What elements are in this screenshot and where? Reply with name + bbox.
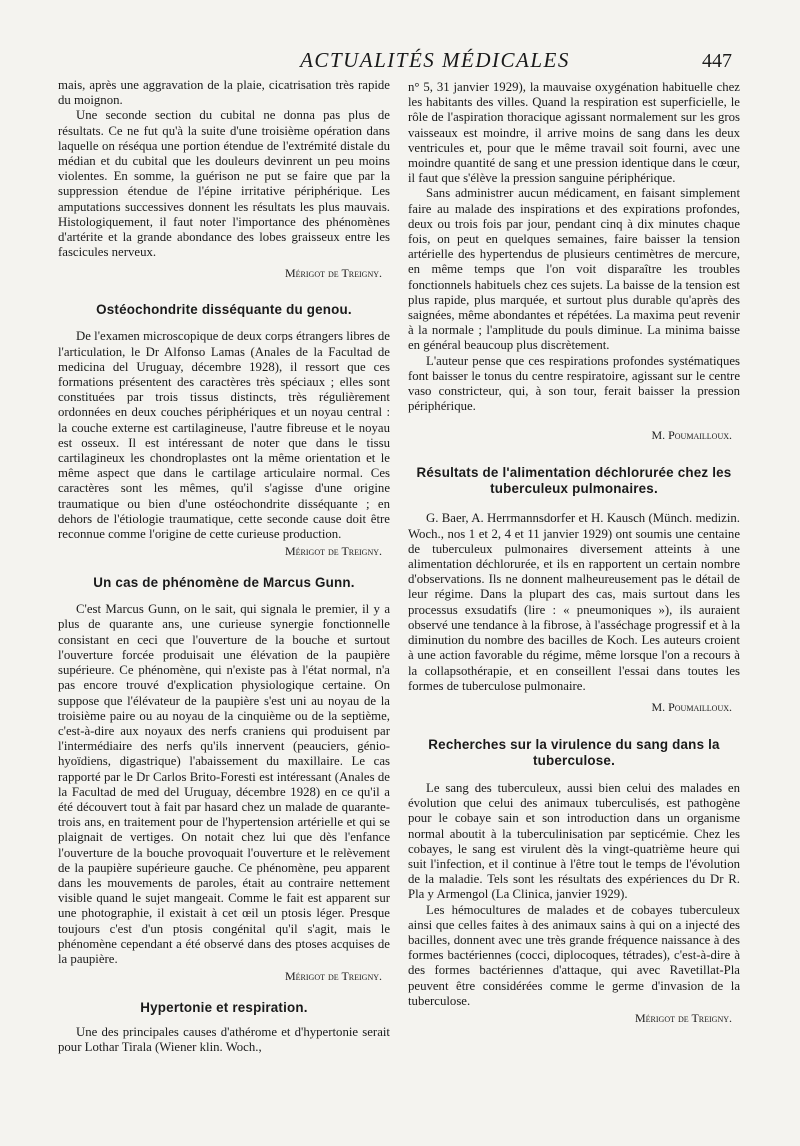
paragraph: n° 5, 31 janvier 1929), la mauvaise oxygénation habituelle chez les habitants des villes. Quand la respiration est superficielle, le rôle de l'aspiration thoracique agissant normalement sur les gros vaisseaux est moindre, il arrive moins de sang dans les deux ventricules et, pour que le même travail soit fourni, avec une moindre quantité de sang et une pression identique dans le cœur, il faut que s'élève la pression sanguine périphérique. xyxy=(408,80,740,186)
author-signature: Mérigot de Treigny. xyxy=(285,544,382,559)
paragraph: L'auteur pense que ces respirations profondes systématiques font baisser le tonus du centre respiratoire, agissant sur le centre vaso constricteur, qui, à son tour, ferait baisser la pression périphérique. xyxy=(408,353,740,414)
page-number: 447 xyxy=(702,50,732,72)
article-heading: Résultats de l'alimentation déchlorurée chez les tuberculeux pulmonaires. xyxy=(416,465,732,497)
right-column xyxy=(408,80,740,1026)
running-title: ACTUALITÉS MÉDICALES xyxy=(300,48,570,72)
left-column xyxy=(58,78,390,1056)
paragraph: De l'examen microscopique de deux corps étrangers libres de l'articulation, le Dr Alfonso Lamas (Anales de la Facultad de medicina del Uruguay, décembre 1928), il ressort que ces formations présentent des caractères très spéciaux ; elles sont constituées par trois tissus distincts, très régulièrement ordonnées en deux couches périphériques et un noyau central : la couche externe est cartilagineuse, l'autre fibreuse et le noyau est osseux. Il est intéressant de noter que dans le tissu cartilagineux les chondroplastes ont la même orientation et le même aspect que dans le cartilage articulaire normal. Ces caractères sont les mêmes, qu'il s'agisse d'une origine traumatique ou bien d'une ostéochondrite disséquante ; en dehors de l'étiologie traumatique, cette seconde cause doit être reconnue comme l'origine de cette curieuse production. xyxy=(58,329,390,542)
paragraph: Une des principales causes d'athérome et d'hypertonie serait pour Lothar Tirala (Wiener klin. Woch., xyxy=(58,1025,390,1055)
article-heading: Hypertonie et respiration. xyxy=(140,1000,308,1016)
paragraph: Le sang des tuberculeux, aussi bien celui des malades en évolution que celui des animaux tuberculisés, est pathogène pour le cobaye sain et son introduction dans un organisme normal aboutit à la tuberculinisation par septicémie. Chez les cobayes, le sang est virulent dès la vingt-quatrième heure qui suit l'infection, et il continue à l'être tout le temps de l'évolution de la maladie. Tels sont les résultats des expériences du Dr R. Pla y Armengol (La Clinica, janvier 1929). xyxy=(408,780,740,902)
author-signature: Mérigot de Treigny. xyxy=(285,969,382,984)
paragraph: Les hémocultures de malades et de cobayes tuberculeux ainsi que celles faites à des animaux sains à qui on a injecté des bacilles, donnent avec une très grande fréquence naissance à des formes bactériennes (cocci, diplocoques, tétrades), c'est-à-dire à des formes bactériennes d'attaque, qui avec Ravetillat-Pla peuvent être considérées comme le germe d'invasion de la tuberculose. xyxy=(408,902,740,1008)
paragraph: mais, après une aggravation de la plaie, cicatrisation très rapide du moignon. xyxy=(58,78,390,108)
author-signature: Mérigot de Treigny. xyxy=(285,266,382,281)
article-heading: Ostéochondrite disséquante du genou. xyxy=(96,302,352,318)
paragraph: C'est Marcus Gunn, on le sait, qui signala le premier, il y a plus de quarante ans, une curieuse synergie fonctionnelle consistant en ceci que l'ouverture de la bouche et surtout l'ouverture forcée produisait une élévation de la paupière supérieure. Ce phénomène, qui n'existe pas à l'état normal, n'a pas encore trouvé d'explication physiologique certaine. On suppose que l'élévateur de la paupière s'est uni au noyau de la troisième paire ou au noyau de la cinquième ou de la septième, c'est-à-dire aux noyaux des nerfs craniens qui produisent par l'intermédiaire des nerfs qu'ils innervent (peauciers, génio-hyoïdiens, digastrique) l'abaissement du maxillaire. Le cas rapporté par le Dr Carlos Brito-Foresti est intéressant (Anales de la Facultad de med del Uruguay, décembre 1928) en ce qu'il a été découvert tout à fait par hasard chez un malade de quarante-trois ans, en traitement pour de l'hypertension artérielle et qui se plaignait de vertiges. On notait chez lui que dès l'enfance l'ouverture de la bouche provoquait l'ouverture et le relèvement de la paupière supérieure gauche. Ce phénomène, peu apparent dans les mouvements de paroles, était au contraire nettement visible quand le sujet mangeait. Comme le fait est apparent sur une photographie, il existait à cet œil un ptosis léger. Presque toujours c'est d'un ptosis congénital qu'il s'agit, mais le phénomène cependant a été observé dans des ptoses acquises de la paupière. xyxy=(58,602,390,966)
paragraph: Sans administrer aucun médicament, en faisant simplement faire au malade des inspirations et des expirations profondes, deux ou trois fois par jour, pendant cinq à dix minutes chaque fois, on peut en quelques semaines, faire baisser la tension artérielle des hypertendus de plusieurs centimètres de mercure, en même temps que l'on voit disparaître les troubles fonctionnels habituels chez ces sujets. La baisse de la tension est plus rapide, plus marquée, et surtout plus durable qu'après des saignées, même abondantes et répétées. La maxima peut revenir à la normale ; l'amplitude du pouls diminue. La minima baisse en général beaucoup plus discrètement. xyxy=(408,186,740,353)
paragraph: G. Baer, A. Herrmannsdorfer et H. Kausch (Münch. medizin. Woch., nos 1 et 2, 4 et 11 janvier 1929) ont soumis une centaine de tuberculeux pulmonaires diversement atteints à une alimentation déchlorurée, et ils en rapportent un certain nombre d'observations. Ils ne donnent malheureusement pas le détail de leur régime. Dans la plupart des cas, mais surtout dans les processus exsudatifs (lire : « pneumoniques »), ils auraient observé une tendance à la fibrose, à l'asséchage progressif et à la diminution du nombre des bacilles de Koch. Les auteurs croient à une action favorable du régime, même lorsque l'on a recours à la collapsothérapie, et en conseillent l'essai dans toutes les formes de tuberculose pulmonaire. xyxy=(408,511,740,693)
article-heading: Un cas de phénomène de Marcus Gunn. xyxy=(93,575,355,591)
paragraph: Une seconde section du cubital ne donna pas plus de résultats. Ce ne fut qu'à la suite d'une troisième opération dans laquelle on réséqua une portion étendue de l'extrémité distale du médian et du cubital que les douleurs devinrent un peu moins violentes. En somme, la guérison ne put se faire que par la suppression étendue de l'épine irritative périphérique. Les amputations successives donnent les résultats les plus mauvais. Histologiquement, il faut noter l'importance des phénomènes d'artérite et la grande abondance des lobes graisseux entre les fascicules nerveux. xyxy=(58,108,390,260)
author-signature: M. Poumailloux. xyxy=(651,428,732,443)
author-signature: M. Poumailloux. xyxy=(651,699,732,714)
article-heading: Recherches sur la virulence du sang dans la tuberculose. xyxy=(428,736,720,768)
page-header xyxy=(60,44,740,74)
author-signature: Mérigot de Treigny. xyxy=(635,1010,732,1025)
